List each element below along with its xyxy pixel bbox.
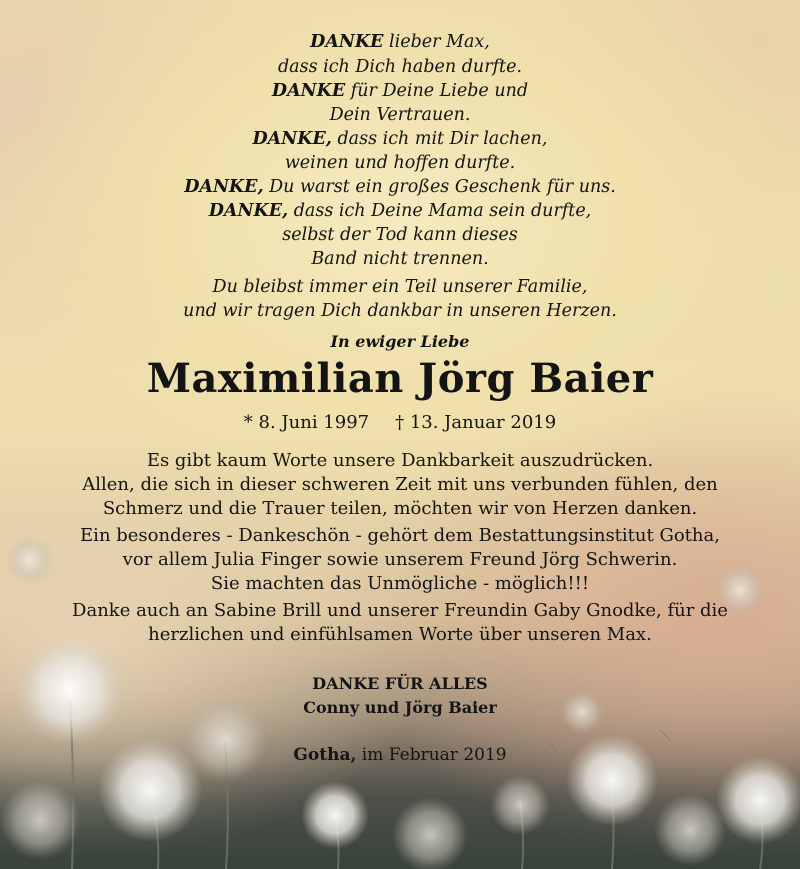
poem-line-1: DANKE lieber Max,	[310, 32, 490, 52]
death-date: † 13. Januar 2019	[395, 412, 557, 433]
preamble: In ewiger Liebe	[330, 332, 470, 351]
poem-line-6: weinen und hoffen durfte.	[284, 153, 516, 173]
poem-line-3: DANKE für Deine Liebe und	[271, 81, 529, 101]
place-date: Gotha, im Februar 2019	[293, 745, 507, 765]
poem-line-12: und wir tragen Dich dankbar in unseren Herzen.	[183, 301, 617, 321]
message-p1-line-1: Es gibt kaum Worte unsere Dankbarkeit auszudrücken.	[146, 450, 654, 471]
poem-line-7: DANKE, Du warst ein großes Geschenk für uns.	[184, 177, 616, 197]
poem-line-10: Band nicht trennen.	[311, 249, 489, 269]
poem-line-2: dass ich Dich haben durfte.	[277, 57, 523, 77]
life-dates	[0, 412, 800, 433]
message-p2-line-1: Ein besonderes - Dankeschön - gehört dem Bestattungsinstitut Gotha,	[80, 525, 720, 546]
message-p3-line-2: herzlichen und einfühlsamen Worte über unseren Max.	[148, 624, 652, 645]
closing-thanks: DANKE FÜR ALLES	[312, 674, 488, 693]
message-p2-line-3: Sie machten das Unmögliche - möglich!!!	[210, 573, 590, 594]
signers: Conny und Jörg Baier	[303, 698, 497, 717]
message-p1-line-2: Allen, die sich in dieser schweren Zeit mit uns verbunden fühlen, den	[82, 474, 718, 495]
poem-line-9: selbst der Tod kann dieses	[282, 225, 518, 245]
poem-line-4: Dein Vertrauen.	[329, 105, 471, 125]
message-p2-line-2: vor allem Julia Finger sowie unserem Freund Jörg Schwerin.	[122, 549, 678, 570]
poem-line-8: DANKE, dass ich Deine Mama sein durfte,	[208, 201, 592, 221]
poem-line-11: Du bleibst immer ein Teil unserer Familie,	[212, 277, 588, 297]
message-p1-line-3: Schmerz und die Trauer teilen, möchten wir von Herzen danken.	[102, 498, 698, 519]
birth-date: * 8. Juni 1997	[243, 412, 370, 433]
poem-line-5: DANKE, dass ich mit Dir lachen,	[252, 129, 548, 149]
message-p3-line-1: Danke auch an Sabine Brill und unserer Freundin Gaby Gnodke, für die	[72, 600, 728, 621]
deceased-name: Maximilian Jörg Baier	[146, 355, 654, 402]
